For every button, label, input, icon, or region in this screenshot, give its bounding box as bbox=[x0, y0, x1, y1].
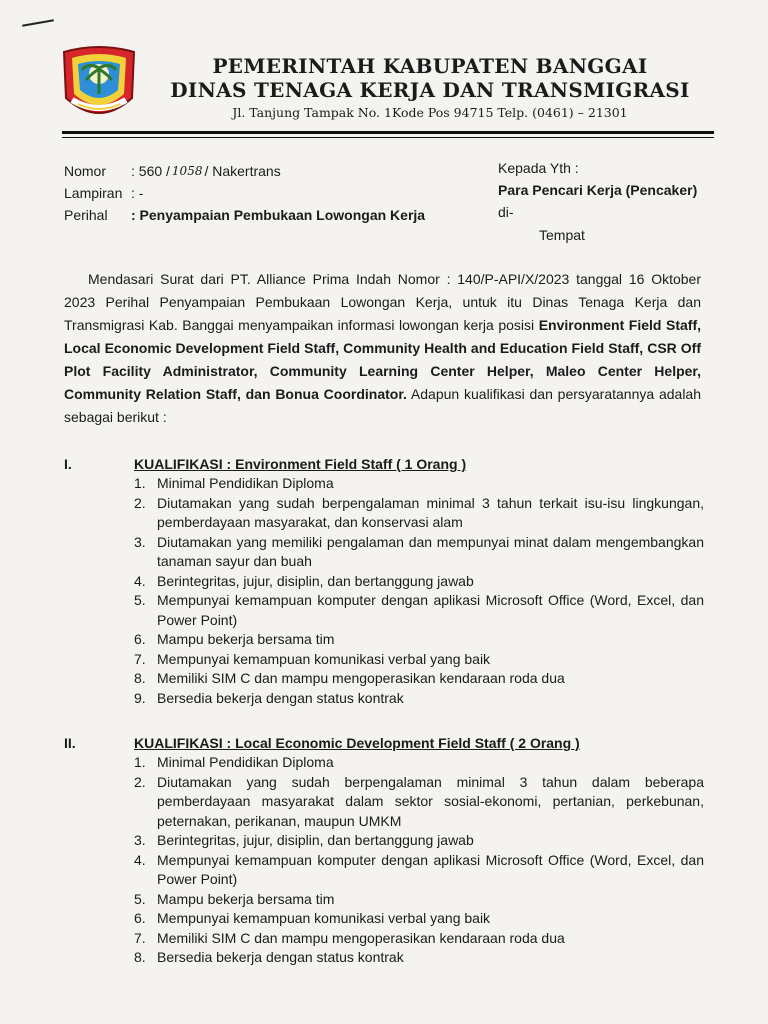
item-text: Bersedia bekerja dengan status kontrak bbox=[157, 689, 404, 706]
item-number: 4. bbox=[134, 851, 146, 868]
item-number: 7. bbox=[134, 650, 146, 667]
item-text: Minimal Pendidikan Diploma bbox=[157, 754, 334, 770]
letterhead-agency: DINAS TENAGA KERJA DAN TRANSMIGRASI bbox=[170, 78, 690, 102]
item-text: Diutamakan yang memiliki pengalaman dan mempunyai minat dalam mengembangkan tanaman sayur dan buah bbox=[157, 533, 704, 569]
meta-lampiran bbox=[64, 182, 425, 204]
item-number: 3. bbox=[134, 832, 146, 848]
list-item bbox=[134, 494, 704, 533]
item-number: 8. bbox=[134, 949, 146, 965]
item-number: 2. bbox=[134, 773, 146, 790]
list-item bbox=[134, 474, 704, 494]
item-text: Minimal Pendidikan Diploma bbox=[157, 475, 334, 491]
item-text: Mempunyai kemampuan komputer dengan aplikasi Microsoft Office (Word, Excel, dan Power Point) bbox=[157, 592, 704, 628]
list-item bbox=[134, 773, 704, 832]
item-text: Mampu bekerja bersama tim bbox=[157, 890, 335, 907]
item-number: 8. bbox=[134, 670, 146, 686]
item-number: 6. bbox=[134, 631, 146, 647]
letter-meta bbox=[64, 160, 425, 226]
item-text: Diutamakan yang sudah berpengalaman minimal 3 tahun terkait isu-isu lingkungan, pemberdayaan masyarakat, dan konservasi alam bbox=[157, 494, 704, 530]
list-item bbox=[134, 669, 704, 689]
section-number: II. bbox=[64, 735, 76, 751]
section-heading bbox=[64, 454, 704, 474]
recipient-greeting: Kepada Yth : bbox=[498, 160, 579, 176]
list-item bbox=[134, 572, 704, 592]
section-title: KUALIFIKASI : Local Economic Development Field Staff ( 2 Orang ) bbox=[134, 735, 580, 751]
item-number: 2. bbox=[134, 494, 146, 511]
letterhead-rule-thin bbox=[62, 137, 714, 138]
item-number: 9. bbox=[134, 689, 146, 706]
list-item bbox=[134, 948, 704, 968]
item-text: Mampu bekerja bersama tim bbox=[157, 631, 335, 647]
list-item bbox=[134, 689, 704, 709]
item-text: Berintegritas, jujur, disiplin, dan bertanggung jawab bbox=[157, 832, 474, 848]
meta-nomor bbox=[64, 160, 425, 182]
intro-text-1: Mendasari Surat dari PT. Alliance Prima Indah Nomor : 140/P-API/X/2023 tanggal 16 Oktober 2023 Perihal Penyampaian Pembukaan Lowongan Kerja, untuk itu Dinas Tenaga Kerja dan Transmigrasi Kab. Banggai menyampaikan informasi lowongan kerja posisi bbox=[64, 271, 701, 333]
recipient-block bbox=[498, 157, 697, 246]
lampiran-value: : - bbox=[131, 185, 144, 201]
list-item bbox=[134, 753, 704, 773]
list-item bbox=[134, 890, 704, 910]
item-text: Bersedia bekerja dengan status kontrak bbox=[157, 949, 404, 965]
qualification-list bbox=[64, 753, 704, 968]
nomor-suffix: / Nakertrans bbox=[204, 163, 281, 179]
list-item bbox=[134, 909, 704, 929]
item-text: Berintegritas, jujur, disiplin, dan bertanggung jawab bbox=[157, 572, 474, 589]
letterhead-government: PEMERINTAH KABUPATEN BANGGAI bbox=[212, 54, 648, 78]
list-item bbox=[134, 591, 704, 630]
intro-text-2: Adapun kualifikasi dan persyaratannya adalah sebagai berikut : bbox=[64, 386, 701, 425]
list-item bbox=[134, 851, 704, 890]
item-text: Memiliki SIM C dan mampu mengoperasikan kendaraan roda dua bbox=[157, 929, 565, 946]
item-number: 1. bbox=[134, 475, 146, 491]
recipient-place: Tempat bbox=[539, 227, 585, 243]
lampiran-label: Lampiran bbox=[64, 185, 123, 201]
intro-positions: Environment Field Staff, Local Economic Development Field Staff, Community Health and Education Field Staff, CSR Off Plot Facility Administrator, Community Learning Center Helper, Maleo Center Helper, Community Relation Staff, dan Bonua Coordinator. bbox=[64, 317, 701, 402]
item-text: Diutamakan yang sudah berpengalaman minimal 3 tahun dalam beberapa pemberdayaan masyarakat dalam sektor sosial-ekonomi, pertanian, perkebunan, peternakan, perikanan, maupun UMKM bbox=[157, 773, 704, 829]
perihal-label: Perihal bbox=[64, 207, 108, 223]
item-number: 5. bbox=[134, 592, 146, 608]
letterhead-address: Jl. Tanjung Tampak No. 1Kode Pos 94715 Telp. (0461) – 21301 bbox=[232, 105, 628, 120]
intro-paragraph bbox=[64, 268, 701, 429]
item-number: 5. bbox=[134, 890, 146, 907]
list-item bbox=[134, 650, 704, 670]
kabupaten-banggai-emblem-icon bbox=[58, 40, 140, 130]
item-text: Memiliki SIM C dan mampu mengoperasikan kendaraan roda dua bbox=[157, 670, 565, 686]
list-item bbox=[134, 929, 704, 949]
section-number: I. bbox=[64, 456, 72, 472]
letterhead bbox=[150, 54, 710, 122]
section-heading bbox=[64, 733, 704, 753]
recipient-name: Para Pencari Kerja (Pencaker) bbox=[498, 182, 698, 198]
nomor-label: Nomor bbox=[64, 163, 107, 179]
scan-mark bbox=[22, 19, 54, 27]
meta-perihal bbox=[64, 204, 425, 226]
item-number: 4. bbox=[134, 572, 146, 589]
item-text: Mempunyai kemampuan komunikasi verbal yang baik bbox=[157, 910, 491, 926]
perihal-value: : Penyampaian Pembukaan Lowongan Kerja bbox=[131, 207, 426, 223]
section-title: KUALIFIKASI : Environment Field Staff ( 1 Orang ) bbox=[134, 456, 467, 472]
list-item bbox=[134, 831, 704, 851]
qualification-list bbox=[64, 474, 704, 708]
item-text: Mempunyai kemampuan komunikasi verbal yang baik bbox=[157, 650, 491, 667]
qualification-section-1 bbox=[64, 454, 704, 708]
nomor-handwritten: 1058 bbox=[171, 164, 203, 178]
nomor-prefix: : 560 / bbox=[131, 163, 170, 179]
item-number: 3. bbox=[134, 533, 146, 550]
item-text: Mempunyai kemampuan komputer dengan aplikasi Microsoft Office (Word, Excel, dan Power Point) bbox=[157, 851, 704, 887]
letterhead-rule-thick bbox=[62, 131, 714, 134]
item-number: 7. bbox=[134, 929, 146, 946]
item-number: 1. bbox=[134, 754, 146, 770]
item-number: 6. bbox=[134, 910, 146, 926]
list-item bbox=[134, 533, 704, 572]
list-item bbox=[134, 630, 704, 650]
recipient-di: di- bbox=[498, 204, 514, 220]
qualification-section-2 bbox=[64, 733, 704, 968]
